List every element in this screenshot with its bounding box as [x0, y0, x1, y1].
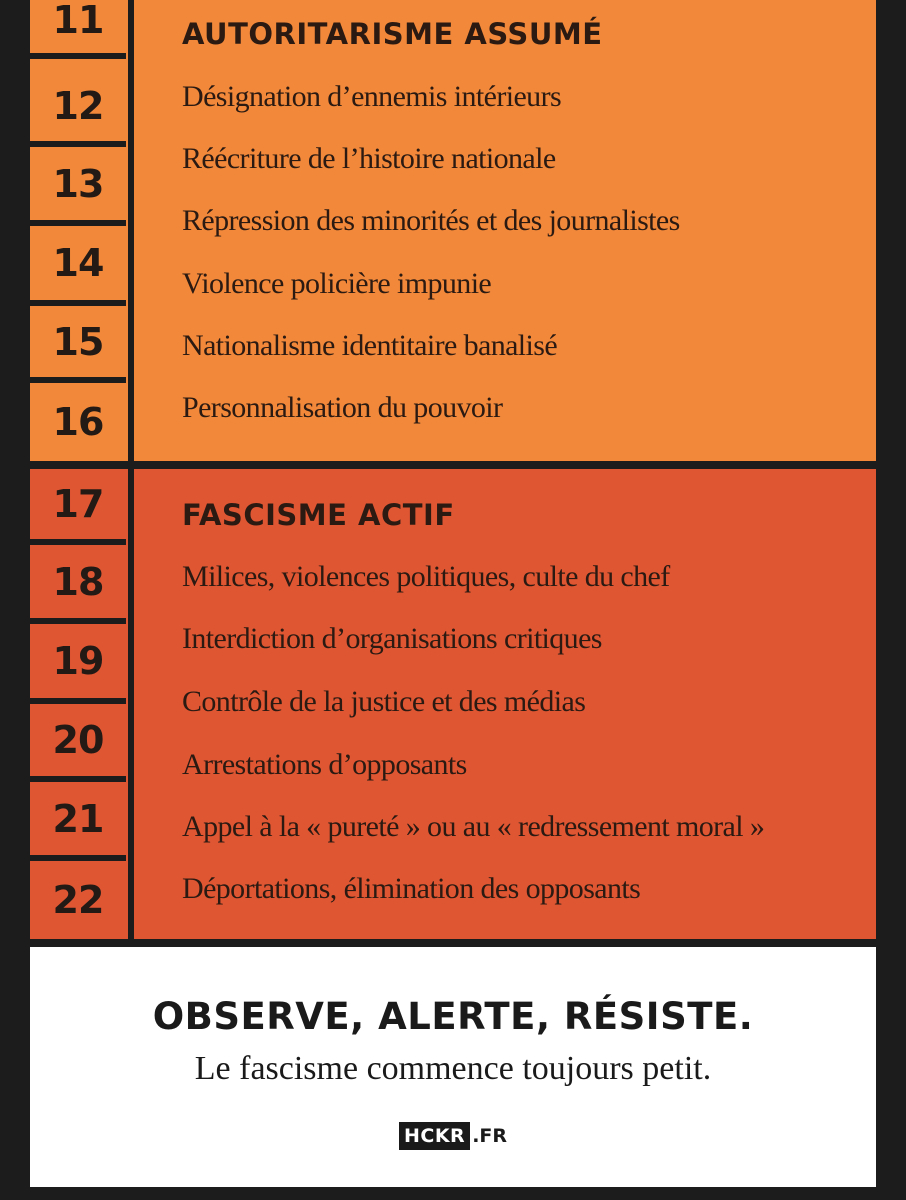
- section-fascisme: [30, 469, 876, 939]
- step-number: 17: [30, 469, 126, 545]
- step-number: 13: [30, 147, 126, 226]
- step-number: 19: [30, 624, 126, 704]
- list-item: Répression des minorités et des journalistes: [182, 204, 680, 237]
- tagline: Le fascisme commence toujours petit.: [194, 1050, 712, 1087]
- list-item: Interdiction d’organisations critiques: [182, 622, 602, 655]
- step-number: 16: [52, 400, 104, 444]
- list-item: Appel à la « pureté » ou au « redressement moral »: [182, 810, 765, 843]
- logo: [30, 1122, 876, 1150]
- step-number: 12: [30, 71, 126, 147]
- logo-mark: HCKR: [399, 1122, 470, 1150]
- footer: [30, 947, 876, 1187]
- category-title: FASCISME ACTIF: [182, 498, 455, 532]
- slogan: OBSERVE, ALERTE, RÉSISTE.: [152, 995, 754, 1038]
- list-item: Personnalisation du pouvoir: [182, 391, 503, 424]
- step-number: 21: [30, 782, 126, 861]
- section-autoritarisme: [30, 0, 876, 461]
- step-number: 15: [30, 306, 126, 383]
- category-title: AUTORITARISME ASSUMÉ: [182, 17, 603, 51]
- list-item: Milices, violences politiques, culte du chef: [182, 560, 670, 593]
- list-item: Contrôle de la justice et des médias: [182, 685, 586, 718]
- step-number: 14: [30, 226, 126, 306]
- number-column: [30, 469, 134, 939]
- number-column: [30, 0, 134, 461]
- list-item: Nationalisme identitaire banalisé: [182, 329, 558, 362]
- list-item: Déportations, élimination des opposants: [182, 872, 641, 905]
- step-number: 18: [30, 545, 126, 624]
- step-number: 11: [30, 0, 126, 59]
- list-item: Arrestations d’opposants: [182, 748, 467, 781]
- list-item: Violence policière impunie: [182, 267, 492, 300]
- logo-domain: .FR: [472, 1125, 508, 1147]
- step-number: 22: [52, 878, 104, 922]
- list-item: Réécriture de l’histoire nationale: [182, 142, 556, 175]
- step-number: 20: [30, 704, 126, 782]
- list-item: Désignation d’ennemis intérieurs: [182, 80, 562, 113]
